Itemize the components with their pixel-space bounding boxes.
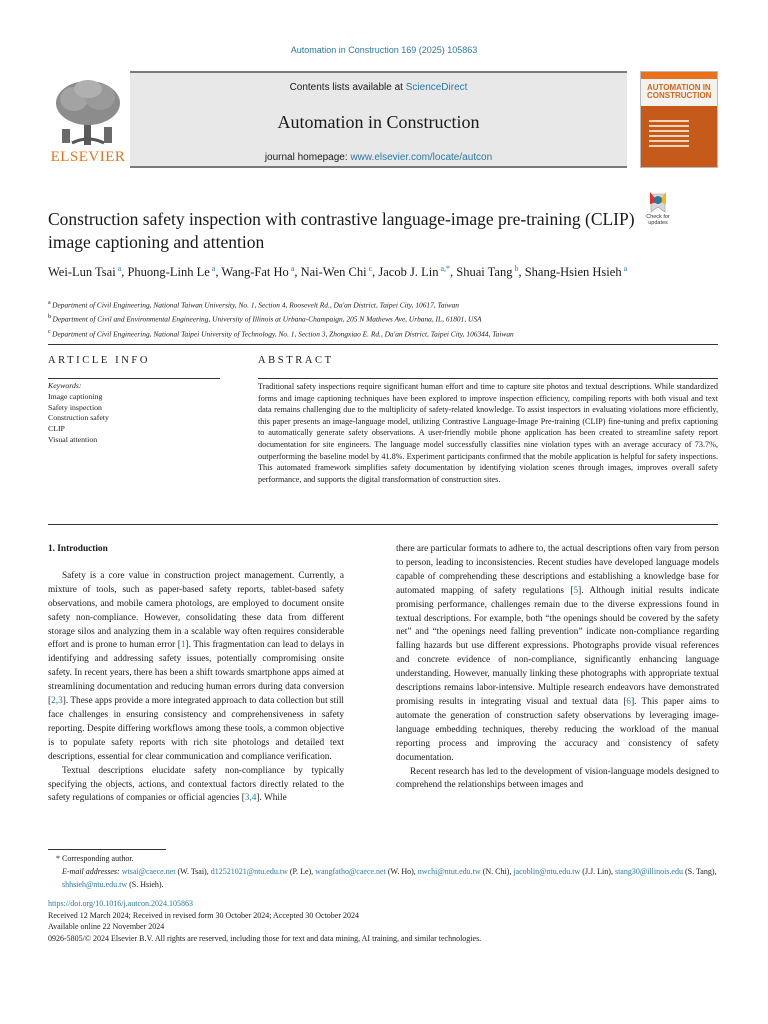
publisher-name: ELSEVIER [50, 149, 126, 165]
crossmark-label [642, 214, 674, 226]
masthead [48, 71, 718, 168]
affiliation-item [48, 326, 728, 340]
author-name: Shang-Hsien Hsieh [524, 265, 622, 280]
copyright-notice: 0926-5805/© 2024 Elsevier B.V. All rights are reserved, including those for text and data mining, AI training, and similar technologies. [48, 933, 482, 943]
author-affiliation-marker[interactable]: c [366, 264, 373, 273]
email-addresses [48, 865, 728, 891]
footnotes [48, 852, 728, 891]
keyword-item: Construction safety [48, 413, 109, 423]
contents-prefix: Contents lists available at [289, 82, 406, 93]
intro-paragraph-1 [48, 570, 344, 765]
check-for-updates-badge[interactable] [642, 190, 674, 230]
email-link[interactable]: stang30@illinois.edu [614, 867, 683, 876]
author-name: Shuai Tang [456, 265, 513, 280]
author-affiliation-marker[interactable]: b [512, 264, 519, 273]
intro-paragraph-4 [396, 766, 719, 794]
affiliation-item [48, 311, 728, 325]
author-affiliation-marker[interactable]: a,* [438, 264, 451, 273]
keyword-item: Safety inspection [48, 402, 102, 412]
corresponding-author-note: * Corresponding author. [56, 854, 134, 863]
paragraph-text: ]. Although initial results indicate promising performance, challenges remain due to the diverse expressions found in textual descriptions. For example, both “the openings should be covered by the safety net” and “the openings need falling prevention” indicate non-compliance regarding falling hazards but use different expressions. Photographs provide visual references and concrete evidence of non-compliance, significantly enhancing language understanding. However, manually linking these photographs with appropriate textual descriptions remains labor-intensive. Multiple research endeavors have demonstrated promising results in integrating visual and textual data [ [396, 585, 719, 707]
email-link[interactable]: wangfatho@caece.net [315, 867, 386, 876]
abstract-heading: ABSTRACT [258, 355, 334, 366]
paragraph-text: ]. This paper aims to automate the generation of construction safety observations by leveraging image-language embedding techniques, thereby reducing the workload of the manual reporting process and improving the accuracy and consistency of safety documentation. [396, 696, 720, 763]
author-affiliation-marker[interactable]: a [209, 264, 216, 273]
crossmark-label-line2: updates [648, 220, 668, 226]
email-owner: (S. Tang), [682, 867, 717, 876]
introduction-heading: 1. Introduction [48, 544, 108, 554]
article-meta [48, 898, 728, 944]
cover-text-rows [649, 120, 689, 148]
author-name: Jacob J. Lin [378, 265, 439, 280]
affiliation-marker: c [48, 328, 53, 335]
email-link[interactable]: d12521021@ntu.edu.tw [210, 867, 288, 876]
affiliation-item [48, 297, 728, 311]
paragraph-text: ]. This fragmentation can lead to delays in identifying and addressing safety issues, potentially compromising onsite safety. In recent years, there has been a shift towards smartphone apps aimed at streamlining documentation and reducing human errors during data conversion [ [48, 640, 344, 707]
email-owner: (S. Hsieh). [127, 880, 164, 889]
available-online: Available online 22 November 2024 [48, 922, 165, 931]
introduction-right-column [396, 543, 719, 793]
reference-link[interactable]: 3,4 [244, 793, 257, 804]
affiliation-marker: a [48, 300, 53, 306]
author-name: Wang-Fat Ho [221, 265, 289, 280]
keyword-item: Visual attention [48, 434, 98, 444]
affiliation-marker: b [48, 314, 53, 321]
cover-stripe [641, 72, 717, 79]
homepage-prefix: journal homepage: [264, 152, 351, 163]
email-owner: (N. Chi), [480, 867, 514, 876]
author-affiliation-marker[interactable]: a [288, 264, 295, 273]
keyword-list [48, 392, 218, 446]
intro-paragraph-2 [48, 765, 344, 807]
divider-bottom [48, 524, 718, 525]
reference-link[interactable]: 6 [626, 696, 632, 707]
intro-paragraph-3 [396, 543, 719, 766]
homepage-line [130, 152, 627, 163]
email-link[interactable]: wtsai@caece.net [121, 867, 176, 876]
keyword-item: CLIP [48, 424, 65, 434]
email-link[interactable]: jacoblin@ntu.edu.tw [513, 867, 581, 876]
article-title: Construction safety inspection with contrastive language-image pre-training (CLIP) image captioning and attention [48, 209, 635, 252]
affiliation-text: Department of Civil Engineering, National Taipei University of Technology, No. 1, Section 3, Zhongxiao E. Rd., Da'an District, Taipei City, 106344, Taiwan [52, 329, 514, 339]
divider-abstract [258, 378, 718, 379]
journal-banner [130, 71, 627, 168]
paragraph-text: there are particular formats to adhere to, the actual descriptions often vary from person to person, leading to inconsistencies. Recent studies have developed language models capable of comprehending these descriptions and establishing a knowledge base for automated mapping of safety regulations [ [396, 544, 719, 596]
paragraph-text: ]. These apps provide a more integrated approach to data collection but still face challenges in ensuring consistency and comprehensiveness in safety reporting. Despite differing workflows among these tools, a common objective is to populate safety reports with rich site photologs and detailed text descriptions, essential for clear communication and compliance verification. [48, 696, 344, 762]
author-name: Wei-Lun Tsai [48, 265, 116, 280]
author-affiliation-marker[interactable]: a [115, 264, 122, 273]
journal-name: Automation in Construction [277, 112, 480, 132]
affiliation-text: Department of Civil and Environmental Engineering, University of Illinois at Urbana-Champaign, 205 N Mathews Ave, Urbana, IL, 61801, USA [52, 314, 482, 324]
keywords-label: Keywords: [48, 381, 82, 390]
author-name: Phuong-Linh Le [127, 265, 210, 280]
contents-line [130, 82, 627, 93]
keyword-item: Image captioning [48, 391, 103, 401]
email-owner: (P. Le), [287, 867, 316, 876]
email-owner: (W. Ho), [385, 867, 418, 876]
affiliation-list [48, 297, 728, 340]
introduction-left-column [48, 543, 344, 806]
cover-title: AUTOMATION IN CONSTRUCTION [647, 83, 712, 100]
sciencedirect-link[interactable]: ScienceDirect [405, 82, 468, 93]
journal-citation[interactable]: Automation in Construction 169 (2025) 105863 [290, 45, 478, 55]
journal-homepage-link[interactable]: www.elsevier.com/locate/autcon [350, 152, 493, 163]
received-dates: Received 12 March 2024; Received in revised form 30 October 2024; Accepted 30 October 2024 [48, 910, 360, 920]
email-label: E-mail addresses: [62, 867, 122, 876]
affiliation-text: Department of Civil Engineering, National Taiwan University, No. 1, Section 4, Roosevelt Rd., Da'an District, Taipei City, 10617, Taiwan [52, 300, 459, 310]
author-affiliation-marker[interactable]: a [621, 264, 628, 273]
crossmark-label-line1: Check for [646, 214, 670, 220]
article-info-heading: ARTICLE INFO [48, 355, 151, 366]
abstract-text: Traditional safety inspections require significant human effort and time to capture site photos and textual descriptions. While standardized forms and image captioning techniques have been explored to improve inspection efficiency, compiling reports with both visual and text data remains challenging due to the multiplicity of safety-related knowledge. To assist inspectors in evaluating violations more efficiently, this paper presents an image-language model, utilizing Contrastive Language-Image Pre-training (CLIP) fine-tuning and prefix captioning to automatically generate safety observations. A user-friendly mobile phone application has been created to streamline safety report documentation for site engineers. The language model successfully classifies nine violation types with an average accuracy of 73.7%, outperforming the baseline model by 41.8%. Experiment participants confirmed that the mobile application is helpful for safety inspections. This automated framework simplifies safety documentation by identifying violation scenes through images, improves overall safety performance, and supports the digital transformation of construction sites. [258, 382, 718, 484]
author-name: Nai-Wen Chi [300, 265, 367, 280]
paragraph-text: Safety is a core value in construction project management. Currently, a mixture of tools, such as paper-based safety reports, tablet-based safety observations, and mobile camera photologs, are employed to document onsite safety non-compliance. However, consolidating these data from different storage silos and analyzing them in a scalable way often requires considerable effort and is prone to human error [ [48, 570, 344, 651]
email-owner: (J.J. Lin), [580, 867, 615, 876]
divider-info [48, 378, 220, 379]
email-owner: (W. Tsai), [175, 867, 211, 876]
email-link[interactable]: nwchi@ntut.edu.tw [417, 867, 481, 876]
reference-link[interactable]: 2,3 [51, 696, 63, 707]
email-link[interactable]: shhsieh@ntu.edu.tw [62, 880, 128, 889]
footnote-rule [48, 849, 166, 850]
reference-link[interactable]: 1 [180, 640, 186, 651]
crossmark-icon [642, 190, 674, 214]
paragraph-text: ]. While [256, 793, 287, 804]
doi-link[interactable]: https://doi.org/10.1016/j.autcon.2024.105863 [48, 899, 193, 908]
reference-link[interactable]: 5 [573, 585, 579, 596]
paragraph-text: Recent research has led to the development of vision-language models designed to comprehend the relationships between images and [396, 766, 719, 791]
paragraph-text: Textual descriptions elucidate safety non-compliance by typically specifying the objects, actions, and contextual factors directly related to the safety regulations of companies or official agencies [ [48, 765, 344, 804]
author-list: Wei-Lun Tsai $^a$, Phuong-Linh Le $^a$, Wang-Fat Ho $^a$, Nai-Wen Chi $^c$, Jacob J. Lin $^{a,*}$, Shuai Tang $^b$, Shang-Hsien Hsieh $^a$ [48, 264, 628, 280]
keywords-block [48, 381, 218, 446]
divider-top [48, 344, 718, 345]
journal-cover-image [640, 71, 718, 168]
